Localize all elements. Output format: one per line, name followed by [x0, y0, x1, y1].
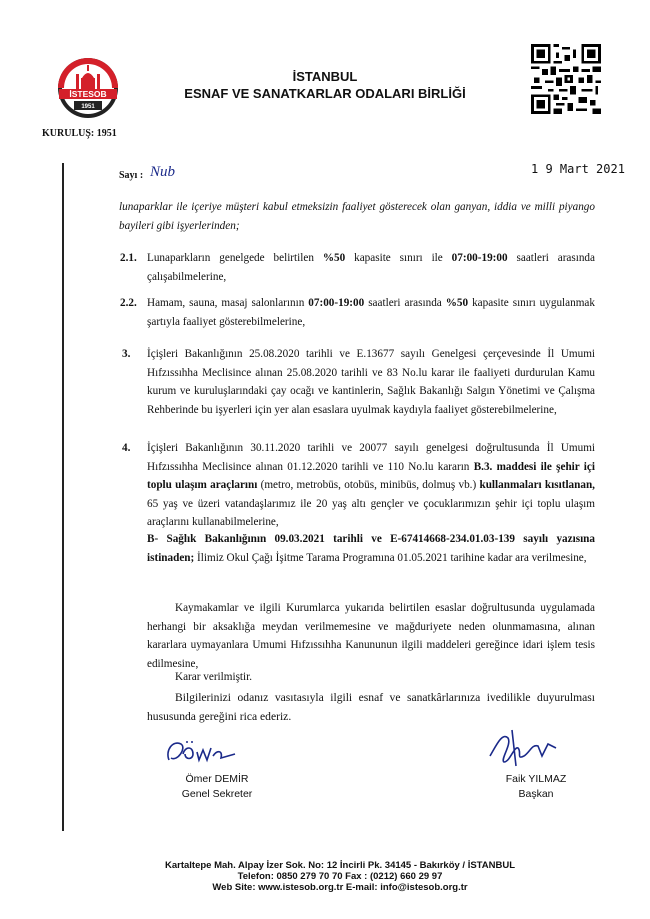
signature-faik-yilmaz	[482, 726, 562, 770]
org-line-2: ESNAF VE SANATKARLAR ODALARI BİRLİĞİ	[184, 86, 466, 101]
signatory-title: Başkan	[518, 788, 554, 800]
sayi-value: Nub	[150, 164, 176, 180]
item-text-2-2: Hamam, sauna, masaj salonlarının 07:00-19:00 saatleri arasında %50 kapasite sınırı uygulanmak şartıyla faaliyet gösterebilmelerine,	[147, 297, 595, 328]
item-text-2-1: Lunaparkların genelgede belirtilen %50 kapasite sınırı ile 07:00-19:00 saatleri arasında çalışabilmelerine,	[147, 252, 595, 283]
closing-paragraph-1: Kaymakamlar ve ilgili Kurumlarca yukarıda belirtilen esaslar doğrultusunda uygulamada herhangi bir aksaklığa meydan verilmemesine ve mağduriyete neden olunmamasına, alınan kararlara uymayanlara Umumi Hıfzıssıhha Kanununun ilgili maddeleri gereğince idari işlem tesis edilmesine,	[147, 602, 595, 670]
closing-paragraph-2: Karar verilmiştir.	[175, 671, 253, 683]
margin-line	[62, 163, 64, 831]
item-number: 2.2.	[120, 297, 137, 309]
signatory-left	[172, 772, 262, 802]
footer-web: Web Site: www.istesob.org.tr E-mail: info@istesob.org.tr	[212, 882, 468, 893]
signatory-name: Faik YILMAZ	[505, 773, 567, 785]
item-text-3: İçişleri Bakanlığının 25.08.2020 tarihli ve E.13677 sayılı Genelgesi çerçevesinde İl Umumi Hıfzıssıhha Meclisince alınan 25.08.2020 tarihli ve 83 No.lu karar ile faaliyeti durdurulan Kamu kurum ve kuruluşlarındaki çay ocağı ve kantinlerin, Sağlık Bakanlığı Salgın Yönetimi ve Çalışma Rehberinde bu işyerleri için yer alan esaslara uyulmak kaydıyla faaliyet gösterebilmelerine,	[147, 348, 595, 416]
organization-title	[155, 68, 495, 102]
footer-phone: Telefon: 0850 279 70 70 Fax : (0212) 660 29 97	[237, 871, 443, 882]
intro-paragraph: lunaparklar ile içeriye müşteri kabul etmeksizin faaliyet gösterecek olan ganyan, iddia ve milli piyango bayileri gibi işyerlerinden;	[119, 201, 595, 232]
istesob-logo	[42, 56, 134, 120]
item-number: 3.	[122, 348, 131, 360]
sayi-label: Sayı :	[119, 170, 144, 181]
section-b-paragraph: B- Sağlık Bakanlığının 09.03.2021 tarihli ve E-67414668-234.01.03-139 sayılı yazısına istinaden; İlimiz Okul Çağı İşitme Tarama Programına 01.05.2021 tarihine kadar ara verilmesine,	[147, 533, 595, 564]
signature-omer-demir	[163, 732, 243, 768]
item-text-4: İçişleri Bakanlığının 30.11.2020 tarihli ve 20077 sayılı genelgesi doğrultusunda İl Umumi Hıfzıssıhha Meclisince alınan 01.12.2020 tarihli ve 110 No.lu kararın B.3. maddesi ile şehir içi toplu ulaşım araçlarını (metro, metrobüs, otobüs, minibüs, dolmuş vb.) kullanmaları kısıtlanan, 65 yaş ve üzeri vatandaşlarımız ile 20 yaş altı gençler ve çocuklarımızın şehir içi toplu ulaşım araçlarını kullanabilmelerine,	[147, 442, 595, 528]
closing-paragraph-3: Bilgilerinizi odanız vasıtasıyla ilgili esnaf ve sanatkârlarınıza ivedilikle duyurulması hususunda gereğini rica ederiz.	[147, 691, 595, 723]
signatory-right	[493, 772, 579, 802]
svg-text:İSTESOB: İSTESOB	[69, 89, 107, 99]
document-date: 1 9 Mart 2021	[531, 162, 625, 176]
item-number: 2.1.	[120, 252, 137, 264]
item-number: 4.	[122, 442, 131, 454]
footer-contact	[150, 860, 530, 893]
qr-code	[531, 44, 601, 114]
signatory-title: Genel Sekreter	[181, 788, 253, 800]
org-line-1: İSTANBUL	[292, 69, 358, 84]
signatory-name: Ömer DEMİR	[185, 773, 249, 785]
svg-text:1951: 1951	[81, 104, 95, 110]
founded-label: KURULUŞ: 1951	[42, 128, 117, 139]
footer-address: Kartaltepe Mah. Alpay İzer Sok. No: 12 İncirli Pk. 34145 - Bakırköy / İSTANBUL	[164, 860, 516, 871]
